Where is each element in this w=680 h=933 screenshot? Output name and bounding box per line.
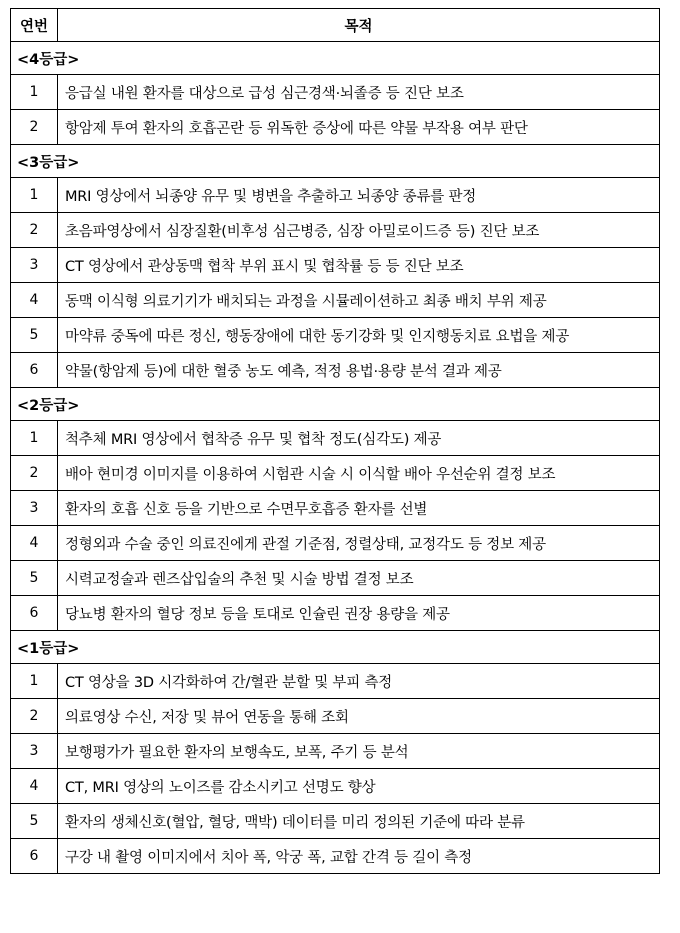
- grade-label: <4등급>: [11, 42, 660, 75]
- row-purpose: 당뇨병 환자의 혈당 정보 등을 토대로 인슐린 권장 용량을 제공: [58, 596, 660, 631]
- table-body: [11, 42, 660, 874]
- row-number: 2: [11, 110, 58, 145]
- table-row: [11, 491, 660, 526]
- table-row: [11, 839, 660, 874]
- row-number: 1: [11, 664, 58, 699]
- row-number: 2: [11, 456, 58, 491]
- grade-row: [11, 42, 660, 75]
- row-number: 2: [11, 213, 58, 248]
- table-row: [11, 804, 660, 839]
- header-row: [11, 9, 660, 42]
- table-row: [11, 421, 660, 456]
- row-purpose: 보행평가가 필요한 환자의 보행속도, 보폭, 주기 등 분석: [58, 734, 660, 769]
- header-purpose: 목적: [58, 9, 660, 42]
- row-number: 4: [11, 283, 58, 318]
- row-purpose: 의료영상 수신, 저장 및 뷰어 연동을 통해 조회: [58, 699, 660, 734]
- row-number: 4: [11, 769, 58, 804]
- row-number: 2: [11, 699, 58, 734]
- row-purpose: 항암제 투여 환자의 호흡곤란 등 위독한 증상에 따른 약물 부작용 여부 판단: [58, 110, 660, 145]
- table-row: [11, 664, 660, 699]
- table-row: [11, 699, 660, 734]
- grade-row: [11, 145, 660, 178]
- row-number: 1: [11, 421, 58, 456]
- purpose-table: [10, 8, 660, 874]
- row-purpose: 배아 현미경 이미지를 이용하여 시험관 시술 시 이식할 배아 우선순위 결정 보조: [58, 456, 660, 491]
- table-row: [11, 734, 660, 769]
- row-number: 5: [11, 561, 58, 596]
- table-row: [11, 353, 660, 388]
- row-purpose: 시력교정술과 렌즈삽입술의 추천 및 시술 방법 결정 보조: [58, 561, 660, 596]
- table-row: [11, 283, 660, 318]
- table-row: [11, 561, 660, 596]
- table-row: [11, 178, 660, 213]
- grade-row: [11, 631, 660, 664]
- row-purpose: 척추체 MRI 영상에서 협착증 유무 및 협착 정도(심각도) 제공: [58, 421, 660, 456]
- table-row: [11, 248, 660, 283]
- table-row: [11, 213, 660, 248]
- row-number: 1: [11, 178, 58, 213]
- grade-row: [11, 388, 660, 421]
- row-purpose: 정형외과 수술 중인 의료진에게 관절 기준점, 정렬상태, 교정각도 등 정보 제공: [58, 526, 660, 561]
- row-number: 6: [11, 596, 58, 631]
- table-row: [11, 769, 660, 804]
- row-purpose: CT, MRI 영상의 노이즈를 감소시키고 선명도 향상: [58, 769, 660, 804]
- row-purpose: 구강 내 촬영 이미지에서 치아 폭, 악궁 폭, 교합 간격 등 길이 측정: [58, 839, 660, 874]
- row-number: 3: [11, 734, 58, 769]
- row-purpose: MRI 영상에서 뇌종양 유무 및 병변을 추출하고 뇌종양 종류를 판정: [58, 178, 660, 213]
- table-row: [11, 456, 660, 491]
- row-purpose: 환자의 생체신호(혈압, 혈당, 맥박) 데이터를 미리 정의된 기준에 따라 분류: [58, 804, 660, 839]
- row-purpose: 초음파영상에서 심장질환(비후성 심근병증, 심장 아밀로이드증 등) 진단 보조: [58, 213, 660, 248]
- row-number: 4: [11, 526, 58, 561]
- row-purpose: 환자의 호흡 신호 등을 기반으로 수면무호흡증 환자를 선별: [58, 491, 660, 526]
- row-number: 6: [11, 839, 58, 874]
- row-number: 1: [11, 75, 58, 110]
- row-number: 3: [11, 491, 58, 526]
- row-purpose: CT 영상을 3D 시각화하여 간/혈관 분할 및 부피 측정: [58, 664, 660, 699]
- row-number: 3: [11, 248, 58, 283]
- table-row: [11, 526, 660, 561]
- row-purpose: 약물(항암제 등)에 대한 혈중 농도 예측, 적정 용법·용량 분석 결과 제공: [58, 353, 660, 388]
- table-row: [11, 75, 660, 110]
- row-purpose: 동맥 이식형 의료기기가 배치되는 과정을 시뮬레이션하고 최종 배치 부위 제공: [58, 283, 660, 318]
- grade-label: <2등급>: [11, 388, 660, 421]
- row-purpose: 응급실 내원 환자를 대상으로 급성 심근경색·뇌졸증 등 진단 보조: [58, 75, 660, 110]
- grade-label: <3등급>: [11, 145, 660, 178]
- header-num: 연번: [11, 9, 58, 42]
- table-row: [11, 110, 660, 145]
- row-purpose: CT 영상에서 관상동맥 협착 부위 표시 및 협착률 등 등 진단 보조: [58, 248, 660, 283]
- row-purpose: 마약류 중독에 따른 정신, 행동장애에 대한 동기강화 및 인지행동치료 요법을 제공: [58, 318, 660, 353]
- table-row: [11, 596, 660, 631]
- row-number: 6: [11, 353, 58, 388]
- table-row: [11, 318, 660, 353]
- row-number: 5: [11, 318, 58, 353]
- grade-label: <1등급>: [11, 631, 660, 664]
- row-number: 5: [11, 804, 58, 839]
